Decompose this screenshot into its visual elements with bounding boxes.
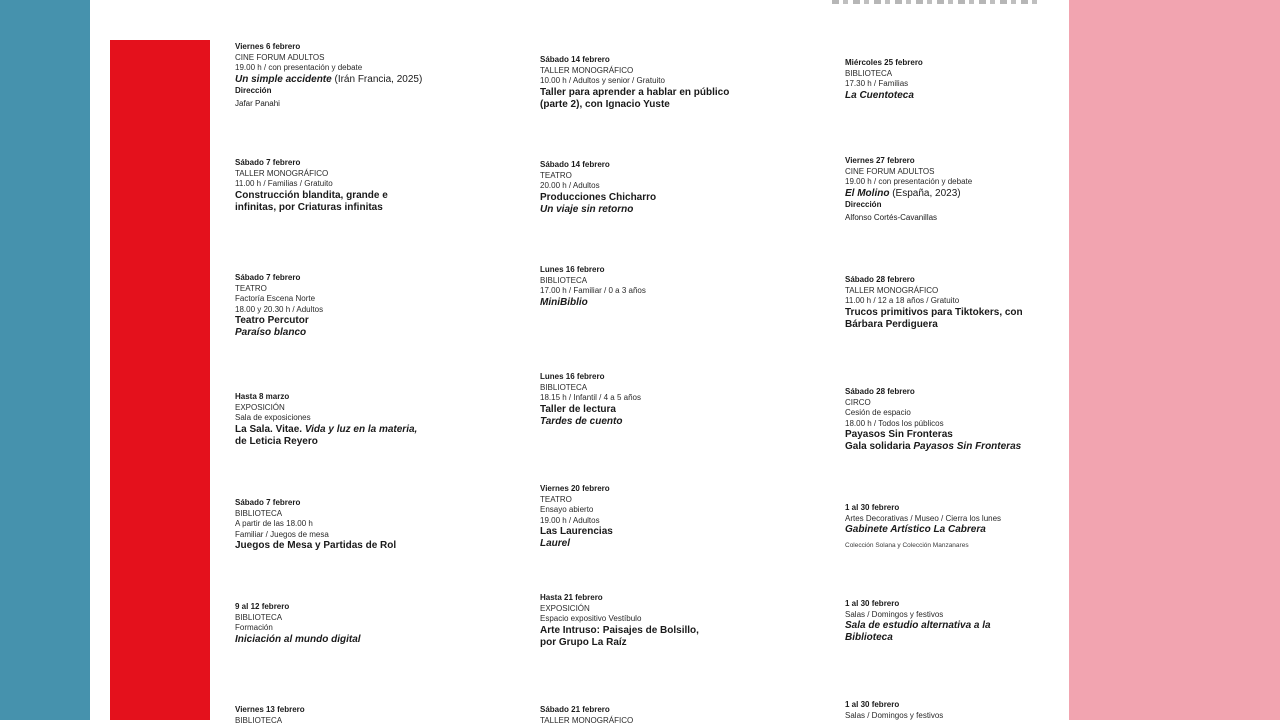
event-block bbox=[540, 55, 770, 111]
event-date-line: Viernes 20 febrero bbox=[540, 484, 770, 495]
event-meta-line: 20.00 h / Adultos bbox=[540, 181, 770, 192]
event-meta-line: BIBLIOTECA bbox=[235, 716, 465, 726]
event-ti-line: MiniBiblio bbox=[540, 297, 770, 309]
event-meta-line: 17.00 h / Familiar / 0 a 3 años bbox=[540, 286, 770, 297]
event-date-line: 1 al 30 febrero bbox=[845, 503, 1075, 514]
text-segment: Vida y luz en la materia, bbox=[305, 424, 417, 435]
event-title-line: Arte Intruso: Paisajes de Bolsillo, bbox=[540, 625, 770, 637]
event-title-line: Juegos de Mesa y Partidas de Rol bbox=[235, 540, 465, 552]
text-segment: Payasos Sin Fronteras bbox=[913, 441, 1021, 452]
event-title-line: Trucos primitivos para Tiktokers, con bbox=[845, 307, 1075, 319]
event-meta-line: 11.00 h / 12 a 18 años / Gratuito bbox=[845, 296, 1075, 307]
event-block bbox=[235, 705, 465, 726]
event-date-line: Sábado 7 febrero bbox=[235, 273, 465, 284]
event-meta-line: BIBLIOTECA bbox=[540, 383, 770, 394]
event-block bbox=[845, 58, 1075, 102]
event-date-line: Dirección bbox=[235, 86, 465, 97]
event-title-line bbox=[845, 188, 1075, 200]
event-title-line bbox=[845, 441, 1075, 453]
event-meta-line: 18.00 h / Todos los públicos bbox=[845, 419, 1075, 430]
event-meta-line: 18.00 y 20.30 h / Adultos bbox=[235, 305, 465, 316]
event-meta-line: TALLER MONOGRÁFICO bbox=[540, 716, 770, 726]
event-block bbox=[235, 42, 465, 110]
event-meta-line: BIBLIOTECA bbox=[235, 613, 465, 624]
event-title-line: (parte 2), con Ignacio Yuste bbox=[540, 99, 770, 111]
event-date-line: Lunes 16 febrero bbox=[540, 265, 770, 276]
event-credit-line: Alfonso Cortés-Cavanillas bbox=[845, 213, 1075, 224]
event-block bbox=[845, 156, 1075, 224]
event-ti-line: Paraíso blanco bbox=[235, 327, 465, 339]
text-segment: La Sala. Vitae. bbox=[235, 424, 305, 435]
event-ti-line: Biblioteca bbox=[845, 632, 1075, 644]
event-meta-line: 18.15 h / Infantil / 4 a 5 años bbox=[540, 393, 770, 404]
event-meta-line: 11.00 h / Familias / Gratuito bbox=[235, 179, 465, 190]
text-segment: El Molino bbox=[845, 188, 892, 199]
event-title-line bbox=[235, 424, 465, 436]
event-ti-line: Gabinete Artístico La Cabrera bbox=[845, 524, 1075, 536]
event-meta-line: TALLER MONOGRÁFICO bbox=[235, 169, 465, 180]
event-date-line: Sábado 14 febrero bbox=[540, 160, 770, 171]
event-meta-line: 19.00 h / con presentación y debate bbox=[845, 177, 1075, 188]
teal-accent-bar bbox=[0, 0, 90, 720]
event-date-line: Sábado 28 febrero bbox=[845, 387, 1075, 398]
event-ti-line: Iniciación al mundo digital bbox=[235, 634, 465, 646]
event-block bbox=[845, 599, 1075, 644]
event-meta-line: 17.30 h / Familias bbox=[845, 79, 1075, 90]
event-block bbox=[235, 602, 465, 646]
text-segment: Gala solidaria bbox=[845, 441, 913, 452]
event-meta-line: TALLER MONOGRÁFICO bbox=[845, 286, 1075, 297]
event-title-line: Las Laurencias bbox=[540, 526, 770, 538]
event-title-line bbox=[235, 74, 465, 86]
event-meta-line: A partir de las 18.00 h bbox=[235, 519, 465, 530]
event-block bbox=[845, 503, 1075, 550]
event-meta-line: Familiar / Juegos de mesa bbox=[235, 530, 465, 541]
cropped-text-remnant bbox=[832, 0, 1037, 4]
event-date-line: Sábado 14 febrero bbox=[540, 55, 770, 66]
event-meta-line: TEATRO bbox=[540, 495, 770, 506]
event-date-line: Sábado 7 febrero bbox=[235, 158, 465, 169]
event-block bbox=[235, 273, 465, 339]
pink-accent-bar bbox=[1069, 0, 1280, 720]
event-meta-line: Espacio expositivo Vestíbulo bbox=[540, 614, 770, 625]
event-title-line: de Leticia Reyero bbox=[235, 436, 465, 448]
event-ti-line: Un viaje sin retorno bbox=[540, 204, 770, 216]
event-date-line: Viernes 6 febrero bbox=[235, 42, 465, 53]
text-segment: (España, 2023) bbox=[892, 188, 960, 199]
event-meta-line: TEATRO bbox=[540, 171, 770, 182]
event-title-line: Teatro Percutor bbox=[235, 315, 465, 327]
event-date-line: Miércoles 25 febrero bbox=[845, 58, 1075, 69]
event-meta-line: EXPOSICIÓN bbox=[540, 604, 770, 615]
event-date-line: 9 al 12 febrero bbox=[235, 602, 465, 613]
event-meta-line: Salas / Domingos y festivos bbox=[845, 711, 1075, 722]
text-segment: Un simple accidente bbox=[235, 74, 334, 85]
event-block bbox=[540, 372, 770, 428]
event-title-line: Bárbara Perdiguera bbox=[845, 319, 1075, 331]
event-credit-line: Jafar Panahi bbox=[235, 99, 465, 110]
event-meta-line: TALLER MONOGRÁFICO bbox=[540, 66, 770, 77]
event-block bbox=[845, 275, 1075, 331]
event-ti-line: Sala de estudio alternativa a la bbox=[845, 620, 1075, 632]
event-meta-line: Ensayo abierto bbox=[540, 505, 770, 516]
red-accent-bar bbox=[110, 40, 210, 720]
event-date-line: Sábado 21 febrero bbox=[540, 705, 770, 716]
event-title-line: por Grupo La Raíz bbox=[540, 637, 770, 649]
event-meta-line: 19.00 h / con presentación y debate bbox=[235, 63, 465, 74]
event-title-line: infinitas, por Criaturas infinitas bbox=[235, 202, 465, 214]
event-meta-line: BIBLIOTECA bbox=[540, 276, 770, 287]
event-block bbox=[540, 705, 770, 726]
event-block bbox=[235, 498, 465, 552]
event-date-line: Dirección bbox=[845, 200, 1075, 211]
event-title-line: Taller para aprender a hablar en público bbox=[540, 87, 770, 99]
event-block bbox=[235, 158, 465, 214]
event-block bbox=[845, 700, 1075, 721]
event-meta-line: CIRCO bbox=[845, 398, 1075, 409]
event-meta-line: Factoría Escena Norte bbox=[235, 294, 465, 305]
event-meta-line: CINE FORUM ADULTOS bbox=[845, 167, 1075, 178]
event-date-line: Sábado 28 febrero bbox=[845, 275, 1075, 286]
event-block bbox=[540, 265, 770, 309]
event-title-line: Taller de lectura bbox=[540, 404, 770, 416]
event-title-line: Payasos Sin Fronteras bbox=[845, 429, 1075, 441]
text-segment: (Irán Francia, 2025) bbox=[334, 74, 422, 85]
event-meta-line: TEATRO bbox=[235, 284, 465, 295]
event-meta-line: BIBLIOTECA bbox=[235, 509, 465, 520]
event-date-line: Hasta 21 febrero bbox=[540, 593, 770, 604]
event-meta-line: Cesión de espacio bbox=[845, 408, 1075, 419]
event-meta-line: BIBLIOTECA bbox=[845, 69, 1075, 80]
event-date-line: 1 al 30 febrero bbox=[845, 700, 1075, 711]
event-small-line: Colección Solana y Colección Manzanares bbox=[845, 542, 1075, 550]
event-ti-line: La Cuentoteca bbox=[845, 90, 1075, 102]
event-date-line: Hasta 8 marzo bbox=[235, 392, 465, 403]
event-title-line: Construcción blandita, grande e bbox=[235, 190, 465, 202]
event-meta-line: EXPOSICIÓN bbox=[235, 403, 465, 414]
event-date-line: Viernes 27 febrero bbox=[845, 156, 1075, 167]
event-meta-line: Artes Decorativas / Museo / Cierra los lunes bbox=[845, 514, 1075, 525]
event-meta-line: 10.00 h / Adultos y senior / Gratuito bbox=[540, 76, 770, 87]
event-meta-line: 19.00 h / Adultos bbox=[540, 516, 770, 527]
event-ti-line: Tardes de cuento bbox=[540, 416, 770, 428]
event-date-line: Viernes 13 febrero bbox=[235, 705, 465, 716]
event-date-line: 1 al 30 febrero bbox=[845, 599, 1075, 610]
event-block bbox=[845, 387, 1075, 453]
event-block bbox=[540, 160, 770, 216]
event-meta-line: CINE FORUM ADULTOS bbox=[235, 53, 465, 64]
event-block bbox=[540, 484, 770, 550]
event-ti-line: Laurel bbox=[540, 538, 770, 550]
event-date-line: Sábado 7 febrero bbox=[235, 498, 465, 509]
event-block bbox=[540, 593, 770, 649]
event-meta-line: Salas / Domingos y festivos bbox=[845, 610, 1075, 621]
event-block bbox=[235, 392, 465, 448]
event-title-line: Producciones Chicharro bbox=[540, 192, 770, 204]
event-date-line: Lunes 16 febrero bbox=[540, 372, 770, 383]
event-meta-line: Sala de exposiciones bbox=[235, 413, 465, 424]
event-meta-line: Formación bbox=[235, 623, 465, 634]
